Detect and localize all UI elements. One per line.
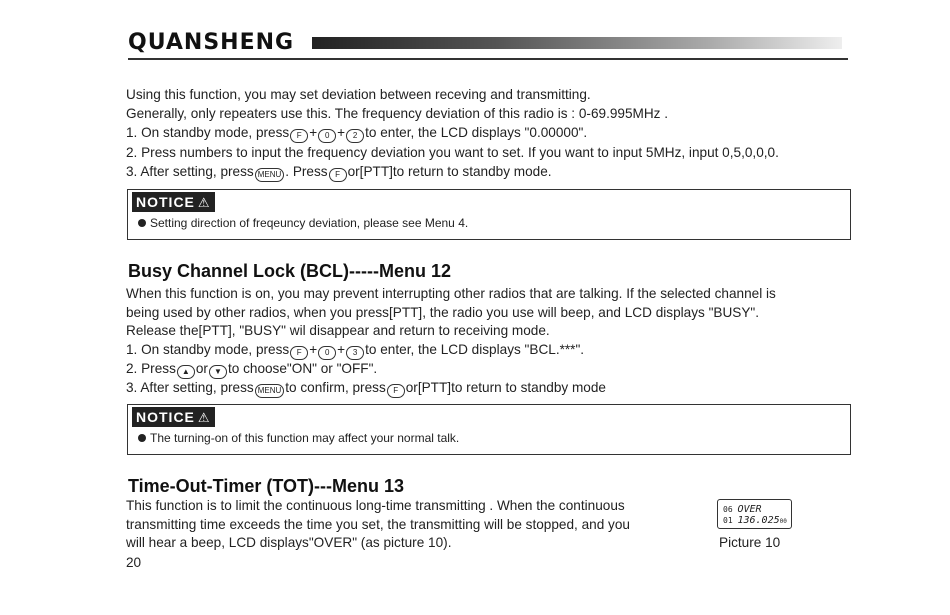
notice-label: NOTICE xyxy=(136,194,195,210)
warning-icon: ⚠ xyxy=(197,195,211,210)
warning-icon: ⚠ xyxy=(197,410,211,425)
text: 1. On standby mode, press xyxy=(126,125,290,140)
f-key-icon: F xyxy=(329,168,347,182)
lcd-line-2 xyxy=(723,515,787,526)
header-bar xyxy=(312,37,842,49)
bcl-step-2 xyxy=(126,361,377,379)
notice-tag xyxy=(132,192,215,212)
lcd-picture xyxy=(717,499,792,529)
up-key-icon: ▲ xyxy=(177,365,195,379)
text: 2. Press xyxy=(126,361,176,376)
text: [PTT]to return to standby mode. xyxy=(359,164,552,179)
deviation-intro-2: Generally, only repeaters use this. The frequency deviation of this radio is : 0-69.995MHz . xyxy=(126,106,669,121)
notice-text xyxy=(138,431,459,445)
deviation-step-2: 2. Press numbers to input the frequency deviation you want to set. If you want to input 5MHz, input 0,5,0,0,0. xyxy=(126,145,779,160)
text: . Press xyxy=(285,164,328,179)
picture-caption: Picture 10 xyxy=(719,535,781,550)
lcd-suffix: 00 xyxy=(779,518,787,525)
text: + xyxy=(309,342,318,357)
text: or xyxy=(405,380,418,395)
f-key-icon: F xyxy=(290,346,308,360)
text: to choose"ON" or "OFF". xyxy=(227,361,378,376)
bullet-icon xyxy=(138,434,146,442)
text: 3. After setting, press xyxy=(126,380,254,395)
bcl-notice-box xyxy=(127,404,851,455)
text: [PTT]to return to standby mode xyxy=(417,380,606,395)
menu-key-icon: MENU xyxy=(255,168,285,182)
notice-label: NOTICE xyxy=(136,409,195,425)
text: to enter, the LCD displays "0.00000". xyxy=(365,125,588,140)
bcl-step-3 xyxy=(126,380,606,398)
deviation-notice-box xyxy=(127,189,851,240)
tot-line-3: will hear a beep, LCD displays"OVER" (as picture 10). xyxy=(126,535,452,550)
f-key-icon: F xyxy=(387,384,405,398)
text: + xyxy=(309,125,318,140)
lcd-channel: 06 xyxy=(723,505,733,514)
bcl-line-2: being used by other radios, when you press[PTT], the radio you use will beep, and LCD displays "BUSY". xyxy=(126,305,760,320)
lcd-frequency: 136.025 xyxy=(737,515,780,526)
lcd-line-1 xyxy=(723,504,762,515)
menu-key-icon: MENU xyxy=(255,384,285,398)
text: + xyxy=(337,125,346,140)
deviation-intro-1: Using this function, you may set deviation between receving and transmitting. xyxy=(126,87,591,102)
text: to confirm, press xyxy=(285,380,386,395)
tot-line-1: This function is to limit the continuous long-time transmitting . When the continuous xyxy=(126,498,625,513)
bullet-icon xyxy=(138,219,146,227)
lcd-over-text: OVER xyxy=(737,504,762,515)
bcl-heading: Busy Channel Lock (BCL)-----Menu 12 xyxy=(128,261,452,281)
text: Setting direction of freqeuncy deviation, please see Menu 4. xyxy=(150,216,469,230)
bcl-step-1 xyxy=(126,342,584,360)
text: to enter, the LCD displays "BCL.***". xyxy=(365,342,585,357)
brand-logo: QUANSHENG xyxy=(128,30,295,55)
lcd-channel: 01 xyxy=(723,516,733,525)
notice-text xyxy=(138,216,468,230)
text: or xyxy=(347,164,360,179)
f-key-icon: F xyxy=(290,129,308,143)
page-number: 20 xyxy=(126,555,142,570)
tot-line-2: transmitting time exceeds the time you set, the transmitting will be stopped, and you xyxy=(126,517,630,532)
tot-heading: Time-Out-Timer (TOT)---Menu 13 xyxy=(128,476,405,496)
text: + xyxy=(337,342,346,357)
bcl-line-3: Release the[PTT], "BUSY" wil disappear and return to receiving mode. xyxy=(126,323,550,338)
text: or xyxy=(195,361,208,376)
text: The turning-on of this function may affect your normal talk. xyxy=(150,431,460,445)
key-0-icon: 0 xyxy=(318,129,336,143)
key-0-icon: 0 xyxy=(318,346,336,360)
bcl-line-1: When this function is on, you may prevent interrupting other radios that are talking. If the selected channel is xyxy=(126,286,776,301)
deviation-step-1 xyxy=(126,125,587,143)
key-3-icon: 3 xyxy=(346,346,364,360)
header-rule xyxy=(128,58,848,60)
deviation-step-3 xyxy=(126,164,552,182)
notice-tag xyxy=(132,407,215,427)
text: 3. After setting, press xyxy=(126,164,254,179)
text: 1. On standby mode, press xyxy=(126,342,290,357)
key-2-icon: 2 xyxy=(346,129,364,143)
down-key-icon: ▼ xyxy=(209,365,227,379)
